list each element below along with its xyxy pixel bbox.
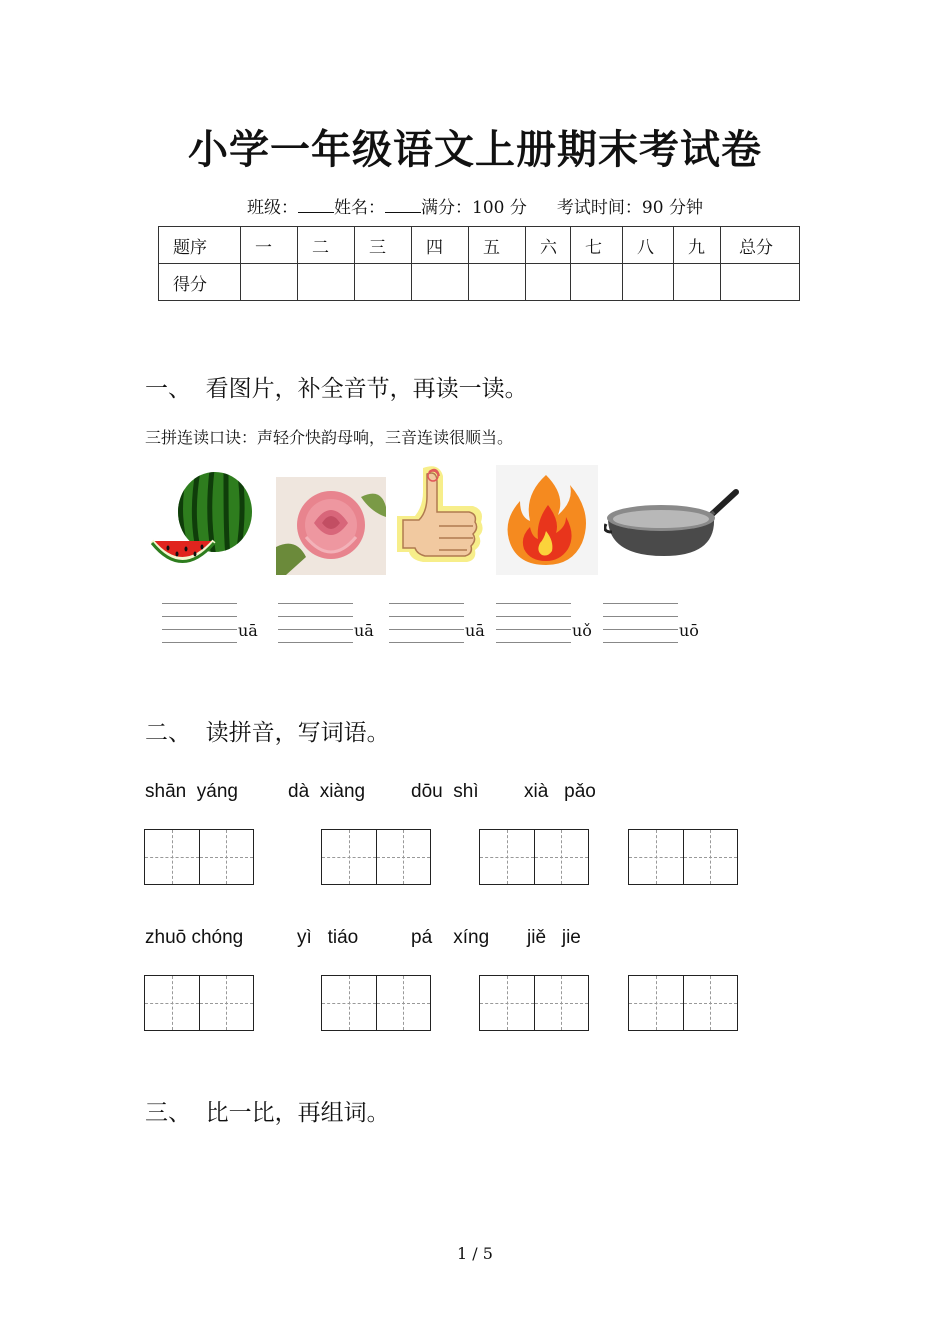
pinyin-word: zhuō chóng (145, 927, 244, 948)
score-row-label: 得分 (159, 264, 241, 301)
final-syllable: uō (679, 621, 699, 640)
full-score: 满分：100 分 (421, 198, 527, 218)
writing-grid[interactable] (479, 975, 589, 1031)
pinyin-word: xià pǎo (524, 781, 596, 802)
score-cell[interactable] (469, 264, 526, 301)
thumb-up-picture (393, 462, 485, 570)
pinyin-word: dà xiàng (288, 781, 366, 802)
fire-picture (496, 465, 598, 575)
exam-info (0, 193, 950, 218)
pinyin-writing-lines[interactable] (496, 603, 571, 643)
score-header-cell: 二 (298, 227, 355, 264)
pinyin-writing-lines[interactable] (389, 603, 464, 643)
score-table (158, 226, 800, 301)
page-number: 1 / 5 (457, 1244, 493, 1263)
score-header-cell: 七 (571, 227, 623, 264)
writing-grid[interactable] (628, 975, 738, 1031)
pinyin-word: jiě jie (527, 927, 581, 948)
score-header-cell: 六 (526, 227, 571, 264)
pinyin-word: yì tiáo (297, 927, 359, 948)
score-header-cell: 三 (355, 227, 412, 264)
class-blank (298, 198, 334, 213)
pinyin-writing-lines[interactable] (603, 603, 678, 643)
pinyin-word: shān yáng (145, 781, 238, 802)
class-label: 班级： (247, 198, 299, 218)
watermelon-picture (150, 465, 256, 575)
section-3-title: 三、 比一比，再组词。 (145, 1100, 390, 1126)
writing-grid[interactable] (628, 829, 738, 885)
final-syllable: uǒ (572, 621, 592, 640)
score-table-score-row (159, 264, 800, 301)
score-header-cell: 四 (412, 227, 469, 264)
score-cell[interactable] (674, 264, 721, 301)
score-header-cell: 八 (623, 227, 674, 264)
pinyin-writing-lines[interactable] (162, 603, 237, 643)
score-header-cell: 题序 (159, 227, 241, 264)
score-cell[interactable] (623, 264, 674, 301)
writing-grid[interactable] (321, 975, 431, 1031)
writing-grid[interactable] (144, 975, 254, 1031)
section-1-tip: 三拼连读口诀：声轻介快韵母响，三音连读很顺当。 (145, 428, 514, 447)
score-header-cell: 九 (674, 227, 721, 264)
score-cell[interactable] (721, 264, 800, 301)
section-1-title: 一、 看图片，补全音节，再读一读。 (145, 376, 528, 402)
flower-picture (276, 477, 386, 575)
final-syllable: uā (465, 621, 485, 640)
score-header-cell: 五 (469, 227, 526, 264)
page-title: 小学一年级语文上册期末考试卷 (188, 126, 762, 173)
wok-picture (604, 486, 740, 562)
score-header-cell: 一 (241, 227, 298, 264)
section-2-title: 二、 读拼音，写词语。 (145, 720, 390, 746)
pinyin-word: pá xíng (411, 927, 490, 948)
score-table-header-row (159, 227, 800, 264)
pinyin-writing-lines[interactable] (278, 603, 353, 643)
score-cell[interactable] (298, 264, 355, 301)
score-cell[interactable] (241, 264, 298, 301)
writing-grid[interactable] (479, 829, 589, 885)
name-blank (385, 198, 421, 213)
pinyin-word: dōu shì (411, 781, 479, 802)
writing-grid[interactable] (321, 829, 431, 885)
exam-time: 考试时间：90 分钟 (556, 198, 703, 218)
final-syllable: uā (238, 621, 258, 640)
score-header-cell: 总分 (721, 227, 800, 264)
score-cell[interactable] (571, 264, 623, 301)
score-cell[interactable] (526, 264, 571, 301)
score-cell[interactable] (412, 264, 469, 301)
writing-grid[interactable] (144, 829, 254, 885)
name-label: 姓名： (334, 198, 386, 218)
final-syllable: uā (354, 621, 374, 640)
score-cell[interactable] (355, 264, 412, 301)
